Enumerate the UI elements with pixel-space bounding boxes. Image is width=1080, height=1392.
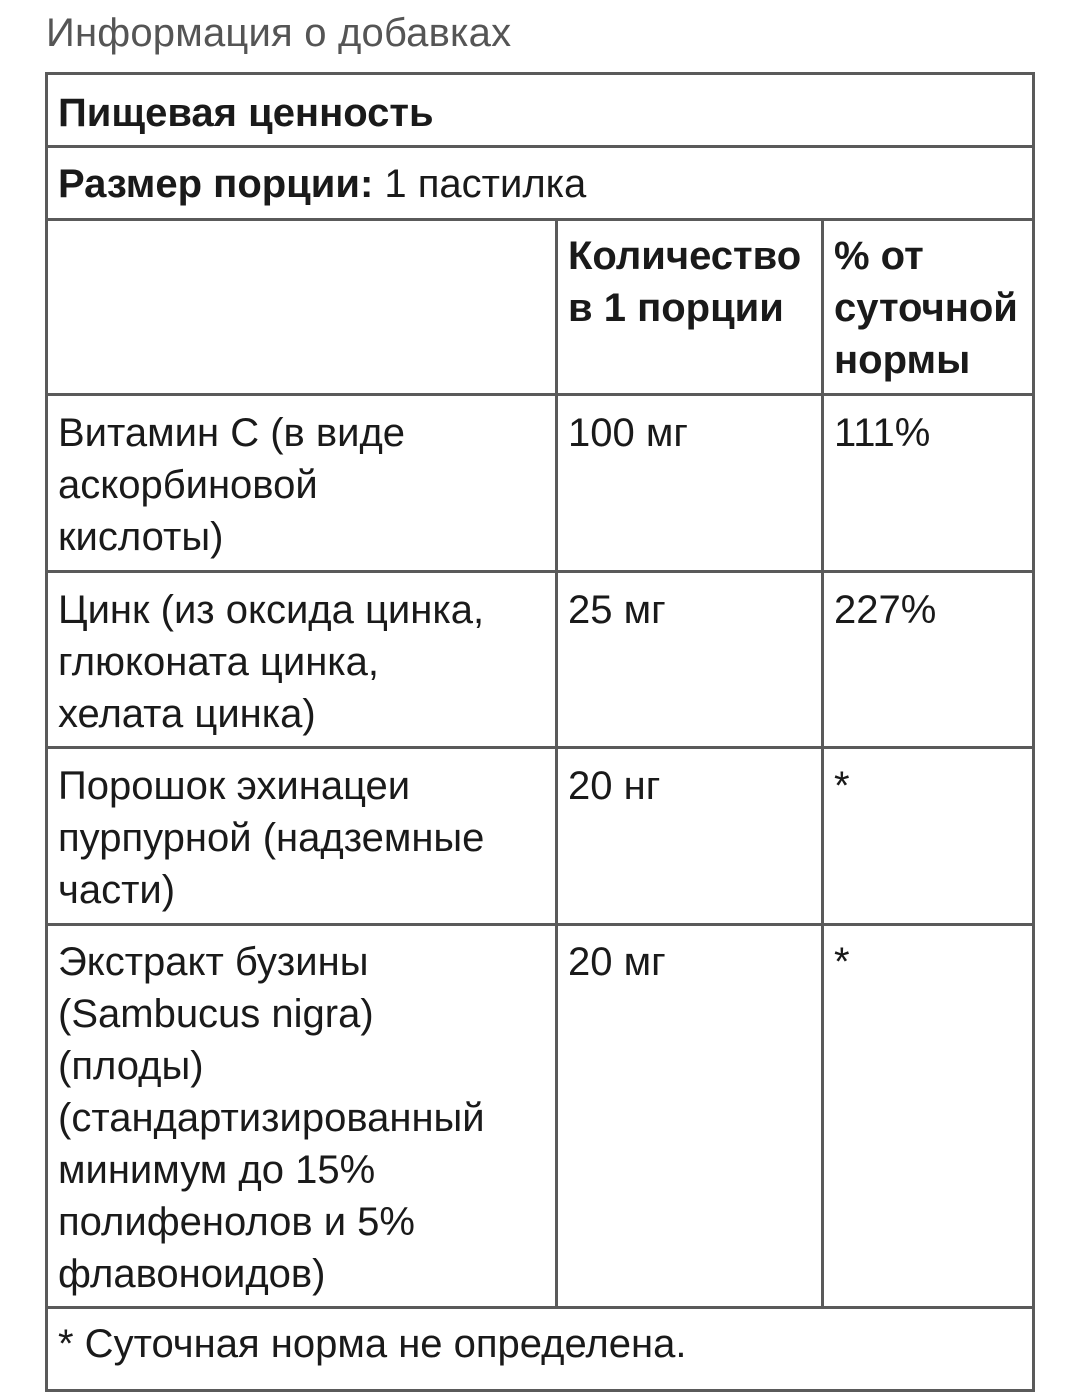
nutrient-name (58, 760, 548, 916)
nutrient-amount: 20 мг (568, 940, 666, 984)
nutrient-amount: 20 нг (568, 764, 661, 808)
nutrient-name-line: хелата цинка) (58, 692, 316, 736)
nutrient-name-line: Цинк (из оксида цинка, (58, 588, 485, 632)
nutrient-name-line: кислоты) (58, 515, 224, 559)
nutrient-name-line: Витамин C (в виде (58, 411, 406, 455)
amount-header-line: Количество (568, 234, 802, 278)
nutrient-amount: 25 мг (568, 588, 666, 632)
percent-column-header (834, 230, 1030, 386)
nutrient-name-line: глюконата цинка, (58, 640, 380, 684)
nutrient-name-line: аскорбиновой (58, 463, 318, 507)
nutrient-name-line: полифенолов и 5% (58, 1200, 415, 1244)
nutrient-name-line: Порошок эхинацеи (58, 764, 411, 808)
divider (45, 570, 1035, 573)
nutrient-percent: 111% (834, 411, 931, 455)
percent-header-line: нормы (834, 338, 971, 382)
serving-size-label: Размер порции: (58, 162, 374, 206)
divider (45, 923, 1035, 926)
nutrient-name-line: Экстракт бузины (58, 940, 369, 984)
nutrient-name-line: (стандартизированный (58, 1096, 485, 1140)
nutrient-name-line: (Sambucus nigra) (58, 992, 374, 1036)
divider (45, 1306, 1035, 1309)
amount-header-line: в 1 порции (568, 286, 784, 330)
nutrient-name (58, 936, 548, 1300)
facts-heading: Пищевая ценность (58, 91, 434, 135)
column-divider (821, 218, 824, 1309)
nutrient-name-line: (плоды) (58, 1044, 204, 1088)
percent-header-line: % от (834, 234, 924, 278)
nutrient-amount: 100 мг (568, 411, 688, 455)
nutrient-percent: * (834, 764, 850, 808)
footnote: * Суточная норма не определена. (58, 1322, 687, 1366)
serving-size-value: 1 пастилка (384, 162, 587, 206)
nutrient-name (58, 407, 548, 563)
column-divider (555, 218, 558, 1309)
nutrient-percent: * (834, 940, 850, 984)
nutrient-name (58, 584, 548, 740)
section-title: Информация о добавках (46, 11, 512, 55)
divider (45, 218, 1035, 221)
divider (45, 746, 1035, 749)
nutrient-name-line: флавоноидов) (58, 1252, 326, 1296)
amount-column-header (568, 230, 818, 334)
divider (45, 145, 1035, 148)
nutrient-name-line: пурпурной (надземные (58, 816, 485, 860)
divider (45, 393, 1035, 396)
serving-size-row (48, 152, 1032, 216)
nutrient-percent: 227% (834, 588, 937, 632)
percent-header-line: суточной (834, 286, 1018, 330)
nutrient-name-line: минимум до 15% (58, 1148, 376, 1192)
nutrient-name-line: части) (58, 868, 176, 912)
